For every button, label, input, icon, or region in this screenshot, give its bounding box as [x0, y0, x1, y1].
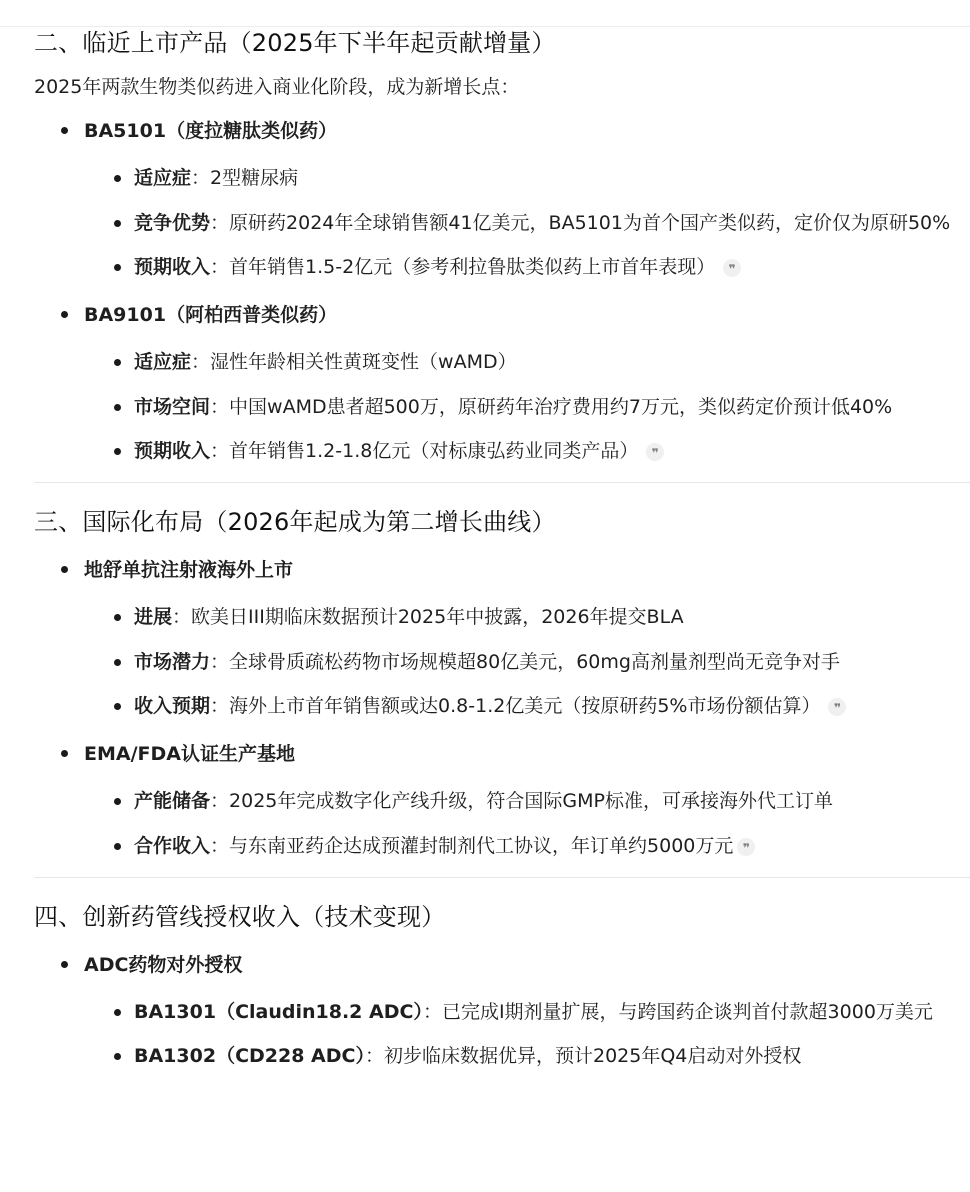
sub-item — [84, 689, 970, 723]
section-title: 四、创新药管线授权收入（技术变现） — [34, 903, 446, 931]
label-separator: ： — [191, 351, 211, 373]
sub-item — [84, 206, 970, 240]
quote-icon[interactable]: ❞ — [646, 443, 664, 461]
quote-icon[interactable]: ❞ — [723, 259, 741, 277]
sub-item — [84, 1039, 970, 1073]
sub-item-text: 与东南亚药企达成预灌封制剂代工协议，年订单约5000万元 — [229, 835, 734, 857]
item-title: ADC药物对外授权 — [84, 954, 243, 976]
sub-item-label: 合作收入 — [134, 835, 211, 857]
sub-list — [84, 600, 970, 723]
label-separator: ： — [210, 396, 230, 418]
list-item — [34, 300, 970, 468]
sub-item-label: 产能储备 — [134, 790, 211, 812]
label-separator: ： — [172, 606, 192, 628]
sub-item-label: BA1302（CD228 ADC） — [134, 1045, 365, 1067]
label-separator: ： — [210, 790, 230, 812]
sub-item-text: 海外上市首年销售额或达0.8-1.2亿美元（按原研药5%市场份额估算） — [229, 695, 821, 717]
sub-item — [84, 434, 970, 468]
section-divider — [34, 877, 970, 878]
sub-item-text: 中国wAMD患者超500万，原研药年治疗费用约7万元，类似药定价预计低40% — [229, 396, 893, 418]
item-title: BA5101（度拉糖肽类似药） — [84, 120, 338, 142]
list-item — [34, 739, 970, 863]
sub-item-text: 已完成I期剂量扩展，与跨国药企谈判首付款超3000万美元 — [441, 1001, 933, 1023]
label-separator: ： — [210, 212, 230, 234]
label-separator: ： — [191, 167, 211, 189]
sub-item-text: 欧美日III期临床数据预计2025年中披露，2026年提交BLA — [191, 606, 684, 628]
sub-item-text: 初步临床数据优异，预计2025年Q4启动对外授权 — [384, 1045, 802, 1067]
quote-icon[interactable]: ❞ — [737, 838, 755, 856]
list-item — [34, 116, 970, 284]
item-title: EMA/FDA认证生产基地 — [84, 743, 295, 765]
label-separator: ： — [210, 440, 230, 462]
sub-item-label: 进展 — [134, 606, 173, 628]
item-title: BA9101（阿柏西普类似药） — [84, 304, 338, 326]
sub-item-text: 首年销售1.5-2亿元（参考利拉鲁肽类似药上市首年表现） — [229, 256, 716, 278]
section-divider — [34, 482, 970, 483]
sub-item-label: BA1301（Claudin18.2 ADC） — [134, 1001, 423, 1023]
sub-item — [84, 250, 970, 284]
sub-item — [84, 995, 970, 1029]
label-separator: ： — [210, 835, 230, 857]
bullet-list — [34, 555, 970, 863]
bullet-list — [34, 116, 970, 468]
sub-list — [84, 345, 970, 468]
label-separator: ： — [210, 651, 230, 673]
sub-item-text: 首年销售1.2-1.8亿元（对标康弘药业同类产品） — [229, 440, 639, 462]
sub-item-label: 预期收入 — [134, 256, 211, 278]
sub-item-label: 市场空间 — [134, 396, 211, 418]
document-body — [34, 26, 970, 1073]
sub-item — [84, 390, 970, 424]
sub-item-label: 适应症 — [134, 351, 192, 373]
sub-item-text: 2025年完成数字化产线升级，符合国际GMP标准，可承接海外代工订单 — [229, 790, 833, 812]
sub-item-text: 2型糖尿病 — [210, 167, 299, 189]
sub-item — [84, 784, 970, 818]
sub-item-label: 适应症 — [134, 167, 192, 189]
label-separator: ： — [422, 1001, 442, 1023]
sub-item — [84, 829, 970, 863]
sub-item — [84, 600, 970, 634]
sub-list — [84, 995, 970, 1073]
quote-icon[interactable]: ❞ — [828, 698, 846, 716]
sub-list — [84, 161, 970, 284]
label-separator: ： — [210, 256, 230, 278]
sub-item — [84, 645, 970, 679]
sub-item-label: 收入预期 — [134, 695, 211, 717]
sub-item-label: 竞争优势 — [134, 212, 211, 234]
section-intro: 2025年两款生物类似药进入商业化阶段，成为新增长点： — [34, 76, 520, 98]
sub-item-label: 预期收入 — [134, 440, 211, 462]
sub-item-label: 市场潜力 — [134, 651, 211, 673]
sub-item-text: 湿性年龄相关性黄斑变性（wAMD） — [210, 351, 517, 373]
item-title: 地舒单抗注射液海外上市 — [84, 559, 294, 581]
section-title: 三、国际化布局（2026年起成为第二增长曲线） — [34, 508, 556, 536]
list-item — [34, 555, 970, 723]
sub-item-text: 全球骨质疏松药物市场规模超80亿美元，60mg高剂量剂型尚无竞争对手 — [229, 651, 840, 673]
list-item — [34, 950, 970, 1073]
sub-list — [84, 784, 970, 863]
label-separator: ： — [364, 1045, 384, 1067]
sub-item — [84, 161, 970, 195]
label-separator: ： — [210, 695, 230, 717]
sub-item-text: 原研药2024年全球销售额41亿美元，BA5101为首个国产类似药，定价仅为原研50% — [229, 212, 951, 234]
section-title: 二、临近上市产品（2025年下半年起贡献增量） — [34, 29, 556, 57]
bullet-list — [34, 950, 970, 1073]
sub-item — [84, 345, 970, 379]
